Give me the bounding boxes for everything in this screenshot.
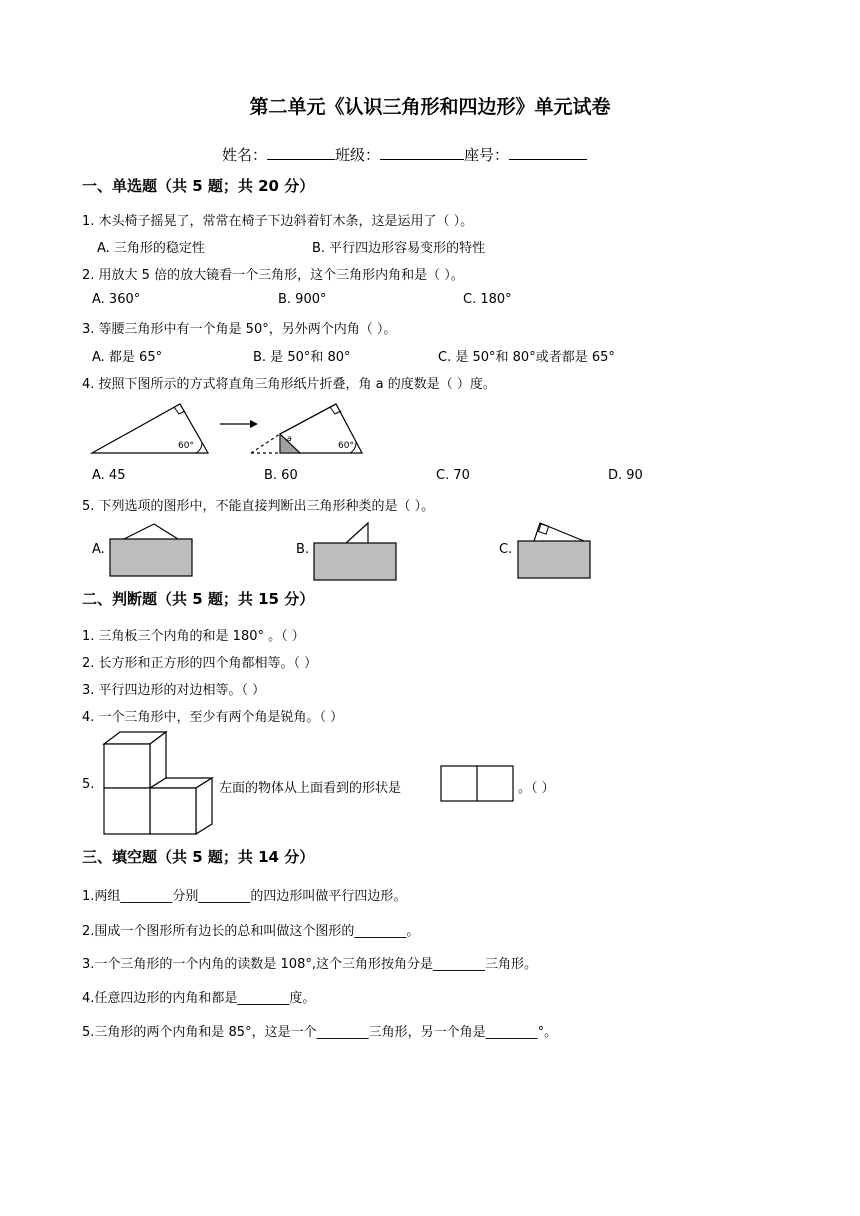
option-5a[interactable]: A. (92, 542, 105, 557)
option-3a[interactable]: A. 都是 65° (92, 350, 163, 365)
question-3: 3. 等腰三角形中有一个角是 50°，另外两个内角（ ）。 (82, 322, 397, 337)
fill-item-4: 4.任意四边形的内角和都是________度。 (82, 991, 316, 1006)
judge-item-1: 1. 三角板三个内角的和是 180° 。（ ） (82, 629, 305, 644)
seat-field[interactable] (509, 144, 587, 160)
option-5c-figure (514, 520, 592, 582)
section-heading-judge: 二、判断题（共 5 题；共 15 分） (82, 590, 315, 608)
option-4d[interactable]: D. 90 (608, 468, 643, 483)
judge-item-5-text: 左面的物体从上面看到的形状是 (219, 781, 402, 796)
option-3c[interactable]: C. 是 50°和 80°或者都是 65° (438, 350, 615, 365)
seat-label: 座号： (464, 146, 510, 164)
cube-stack-figure (102, 730, 218, 838)
section-heading-choice: 一、单选题（共 5 题；共 20 分） (82, 177, 315, 195)
option-4c[interactable]: C. 70 (436, 468, 470, 483)
angle-a-label: a (287, 434, 292, 443)
question-5: 5. 下列选项的图形中，不能直接判断出三角形种类的是（ ）。 (82, 499, 435, 514)
angle-60-label: 60° (178, 441, 194, 451)
fold-triangle-figure (88, 398, 368, 458)
name-label: 姓名： (222, 146, 268, 164)
option-2b[interactable]: B. 900° (278, 292, 327, 307)
judge-item-3: 3. 平行四边形的对边相等。（ ） (82, 683, 266, 698)
question-1: 1. 木头椅子摇晃了，常常在椅子下边斜着钉木条，这是运用了（ ）。 (82, 214, 474, 229)
option-1a[interactable]: A. 三角形的稳定性 (97, 241, 205, 256)
page-title: 第二单元《认识三角形和四边形》单元试卷 (249, 96, 611, 118)
fill-item-1: 1.两组________分别________的四边形叫做平行四边形。 (82, 889, 407, 904)
option-4b[interactable]: B. 60 (264, 468, 298, 483)
judge-item-5-number: 5. (82, 777, 95, 792)
judge-item-4: 4. 一个三角形中，至少有两个角是锐角。（ ） (82, 710, 344, 725)
option-1b[interactable]: B. 平行四边形容易变形的特性 (312, 241, 486, 256)
name-field[interactable] (267, 144, 335, 160)
option-5a-figure (108, 522, 196, 578)
section-heading-fill: 三、填空题（共 5 题；共 14 分） (82, 848, 315, 866)
option-5b-figure (312, 520, 400, 582)
class-field[interactable] (380, 144, 464, 160)
top-view-shape (440, 765, 514, 803)
judge-item-2: 2. 长方形和正方形的四个角都相等。（ ） (82, 656, 318, 671)
option-5c[interactable]: C. (499, 542, 513, 557)
option-2a[interactable]: A. 360° (92, 292, 141, 307)
fill-item-5: 5.三角形的两个内角和是 85°，这是一个________三角形，另一个角是________°。 (82, 1025, 558, 1040)
class-label: 班级： (335, 146, 381, 164)
question-2: 2. 用放大 5 倍的放大镜看一个三角形，这个三角形内角和是（ ）。 (82, 268, 464, 283)
student-info-line (222, 144, 587, 165)
angle-60-label-2: 60° (338, 441, 354, 451)
option-3b[interactable]: B. 是 50°和 80° (253, 350, 351, 365)
option-5b[interactable]: B. (296, 542, 310, 557)
option-4a[interactable]: A. 45 (92, 468, 126, 483)
fill-item-3: 3.一个三角形的一个内角的读数是 108°,这个三角形按角分是________三角形。 (82, 957, 537, 972)
question-4: 4. 按照下图所示的方式将直角三角形纸片折叠，角 a 的度数是（ ）度。 (82, 377, 496, 392)
fill-item-2: 2.围成一个图形所有边长的总和叫做这个图形的________。 (82, 924, 420, 939)
option-2c[interactable]: C. 180° (463, 292, 512, 307)
judge-item-5-end: 。（ ） (518, 781, 555, 796)
